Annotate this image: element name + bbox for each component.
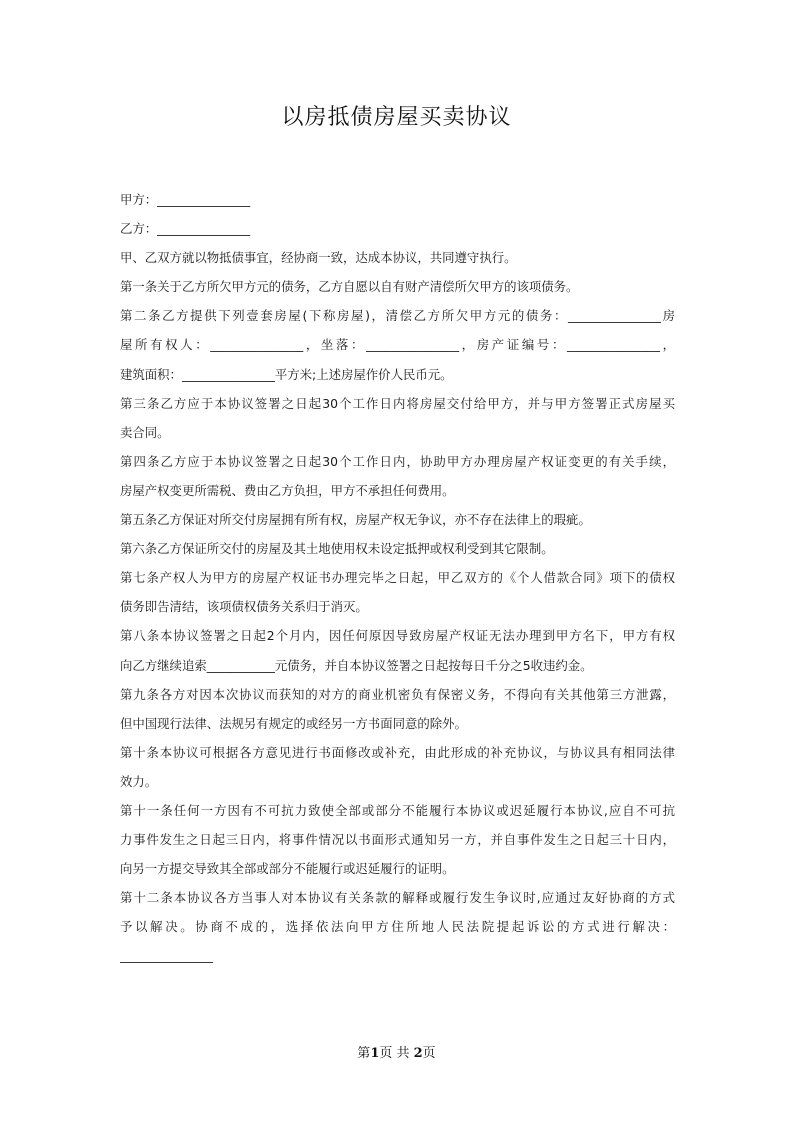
article-11-line-2: 力事件发生之日起三日内，将事件情况以书面形式通知另一方，并自事件发生之日起三十日内，	[120, 832, 675, 848]
article-12-line-3: _______________	[120, 948, 213, 964]
footer-prefix: 第	[357, 1046, 371, 1061]
article-9-line-1: 第九条各方对因本次协议而获知的对方的商业机密负有保密义务，不得向有关其他第三方泄露，	[120, 686, 675, 702]
article-8-line-2: 向乙方继续追索___________元债务，并自本协议签署之日起按每日千分之5收违约金。	[120, 657, 593, 673]
article-5-line: 第五条乙方保证对所交付房屋拥有所有权，房屋产权无争议，亦不存在法律上的瑕疵。	[120, 512, 591, 528]
article-4-line-2: 房屋产权变更所需税、费由乙方负担，甲方不承担任何费用。	[120, 482, 455, 498]
total-page-number: 2	[413, 1046, 423, 1061]
document-title: 以房抵债房屋买卖协议	[281, 105, 512, 130]
article-12-line-2: 予以解决。协商不成的，选择依法向甲方住所地人民法院提起诉讼的方式进行解决：	[120, 919, 675, 935]
article-7-line-2: 债务即告清结，该项债权债务关系归于消灭。	[120, 599, 368, 615]
footer-suffix: 页	[422, 1046, 436, 1061]
party-b-line: 乙方：_______________	[120, 221, 251, 237]
article-10-line-2: 效力。	[120, 773, 158, 789]
article-11-line-3: 向另一方提交导致其全部或部分不能履行或迟延履行的证明。	[120, 861, 455, 877]
party-a-line: 甲方：_______________	[120, 192, 251, 207]
document-body	[120, 185, 675, 971]
article-4-line-1: 第四条乙方应于本协议签署之日起30个工作日内，协助甲方办理房屋产权证变更的有关手续，	[120, 453, 675, 469]
article-2-line-1: 第二条乙方提供下列壹套房屋(下称房屋)，清偿乙方所欠甲方元的债务：_______________房	[120, 308, 675, 324]
article-8-line-1: 第八条本协议签署之日起2个月内，因任何原因导致房屋产权证无法办理到甲方名下，甲方有权	[120, 628, 675, 644]
article-11-line-1: 第十一条任何一方因有不可抗力致使全部或部分不能履行本协议或迟延履行本协议,应自不可抗	[120, 802, 675, 818]
page-footer	[0, 1042, 793, 1061]
article-12-line-1: 第十二条本协议各方当事人对本协议有关条款的解释或履行发生争议时,应通过友好协商的方式	[120, 890, 675, 906]
current-page-number: 1	[370, 1046, 380, 1061]
article-10-line-1: 第十条本协议可根据各方意见进行书面修改或补充，由此形成的补充协议，与协议具有相同法律	[120, 744, 675, 760]
article-9-line-2: 但中国现行法律、法规另有规定的或经另一方书面同意的除外。	[120, 715, 467, 731]
footer-middle: 页 共	[379, 1046, 414, 1061]
article-1-line: 第一条关于乙方所欠甲方元的债务，乙方自愿以自有财产清偿所欠甲方的该项债务。	[120, 279, 579, 295]
article-3-line-2: 卖合同。	[120, 424, 170, 440]
article-6-line: 第六条乙方保证所交付的房屋及其土地使用权未设定抵押或权利受到其它限制。	[120, 541, 554, 557]
preamble-line: 甲、乙双方就以物抵债事宜，经协商一致，达成本协议，共同遵守执行。	[120, 250, 517, 266]
article-3-line-1: 第三条乙方应于本协议签署之日起30个工作日内将房屋交付给甲方，并与甲方签署正式房屋买	[120, 395, 675, 411]
article-7-line-1: 第七条产权人为甲方的房屋产权证书办理完毕之日起，甲乙双方的《个人借款合同》项下的债权	[120, 570, 675, 586]
article-2-line-3: 建筑面积：_______________平方米;上述房屋作价人民币元。	[120, 366, 453, 382]
article-2-line-2: 屋所有权人：_______________，坐落：_______________，房产证编号：_______________，	[120, 337, 675, 353]
